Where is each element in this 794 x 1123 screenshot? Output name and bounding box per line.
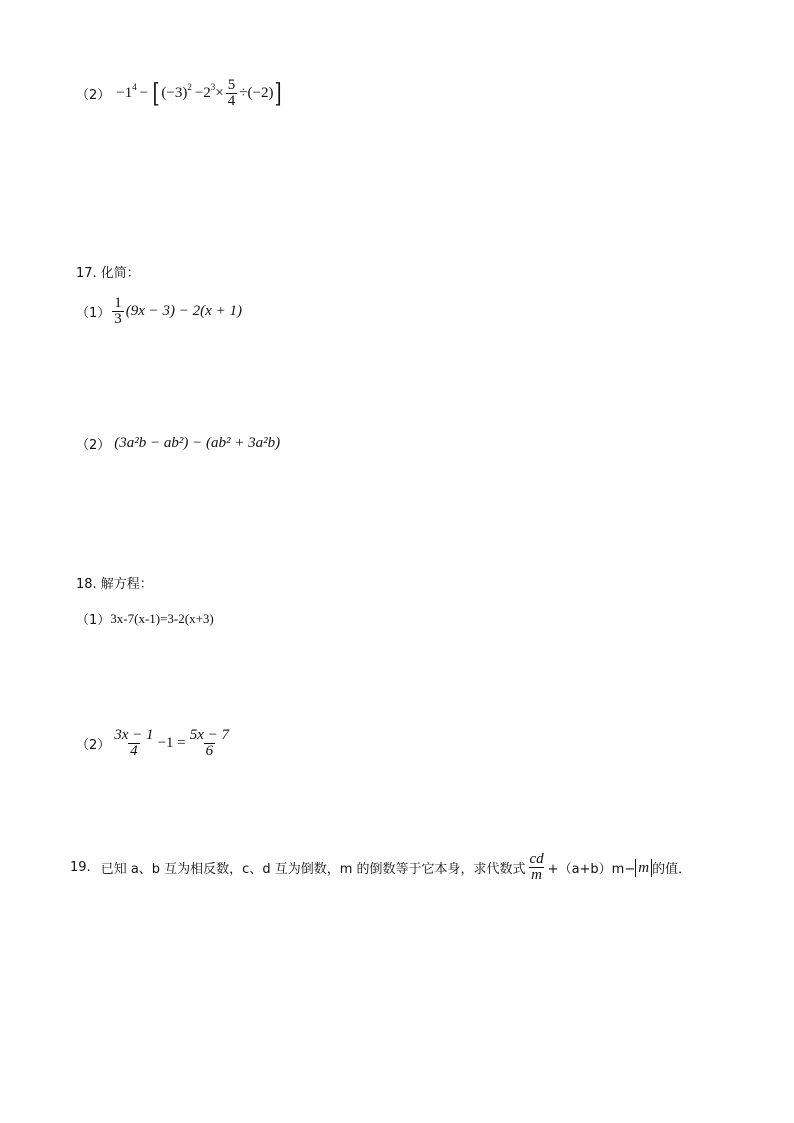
q16-term4: $-2^3$ (194, 82, 216, 101)
q19-fraction: $\frac{cd}{m}$ (529, 851, 544, 883)
q16-left-bracket: [ (152, 78, 160, 109)
q18-equals: −1 = (157, 735, 186, 751)
q19-text2: +（a+b）m− (547, 862, 636, 877)
q18-part1-label: （1） (76, 613, 111, 628)
q17-part2-label: （2） (76, 438, 111, 453)
q16-part2-label: （2） (76, 88, 111, 103)
q18-title: 18. 解方程： (76, 577, 153, 592)
q17-title: 17. 化简： (76, 266, 140, 281)
q17-part2-expr: (3a²b − ab²) − (ab² + 3a²b) (114, 435, 281, 451)
q16-part2 (76, 78, 284, 109)
q16-times: × (215, 85, 224, 101)
q16-term3: $(-3)^2$ (161, 82, 192, 101)
q18-fraction-left: $\frac{3x - 1}{4}$ (114, 727, 154, 759)
q17-part1-expr: (9x − 3) − 2(x + 1) (125, 303, 242, 319)
q17-part1-fraction: $\frac{1}{3}$ (114, 295, 122, 327)
q19-number: 19. (70, 860, 91, 875)
q18-part2 (76, 728, 233, 759)
q19-absolute-value: m (635, 859, 652, 877)
q17-part1 (76, 296, 242, 327)
q19-text3: 的值． (652, 862, 692, 877)
q17-part2 (76, 434, 280, 453)
q18-part2-label: （2） (76, 738, 111, 753)
q19 (70, 852, 691, 883)
q18-part1-expr: 3x-7(x-1)=3-2(x+3) (110, 610, 214, 626)
q17-part1-label: （1） (76, 306, 111, 321)
q19-text1: 已知 a、b 互为相反数，c、d 互为倒数，m 的倒数等于它本身，求代数式 (100, 862, 526, 877)
q18-part1 (76, 609, 214, 628)
q16-fraction: $\frac{5}{4}$ (227, 77, 236, 109)
q16-term1: $-1^4$ (116, 82, 137, 101)
q16-right-bracket: ] (274, 78, 283, 109)
q18-fraction-right: $\frac{5x - 7}{6}$ (189, 727, 230, 759)
q16-divide: ÷(−2) (239, 85, 274, 101)
q16-minus: − (139, 85, 149, 101)
